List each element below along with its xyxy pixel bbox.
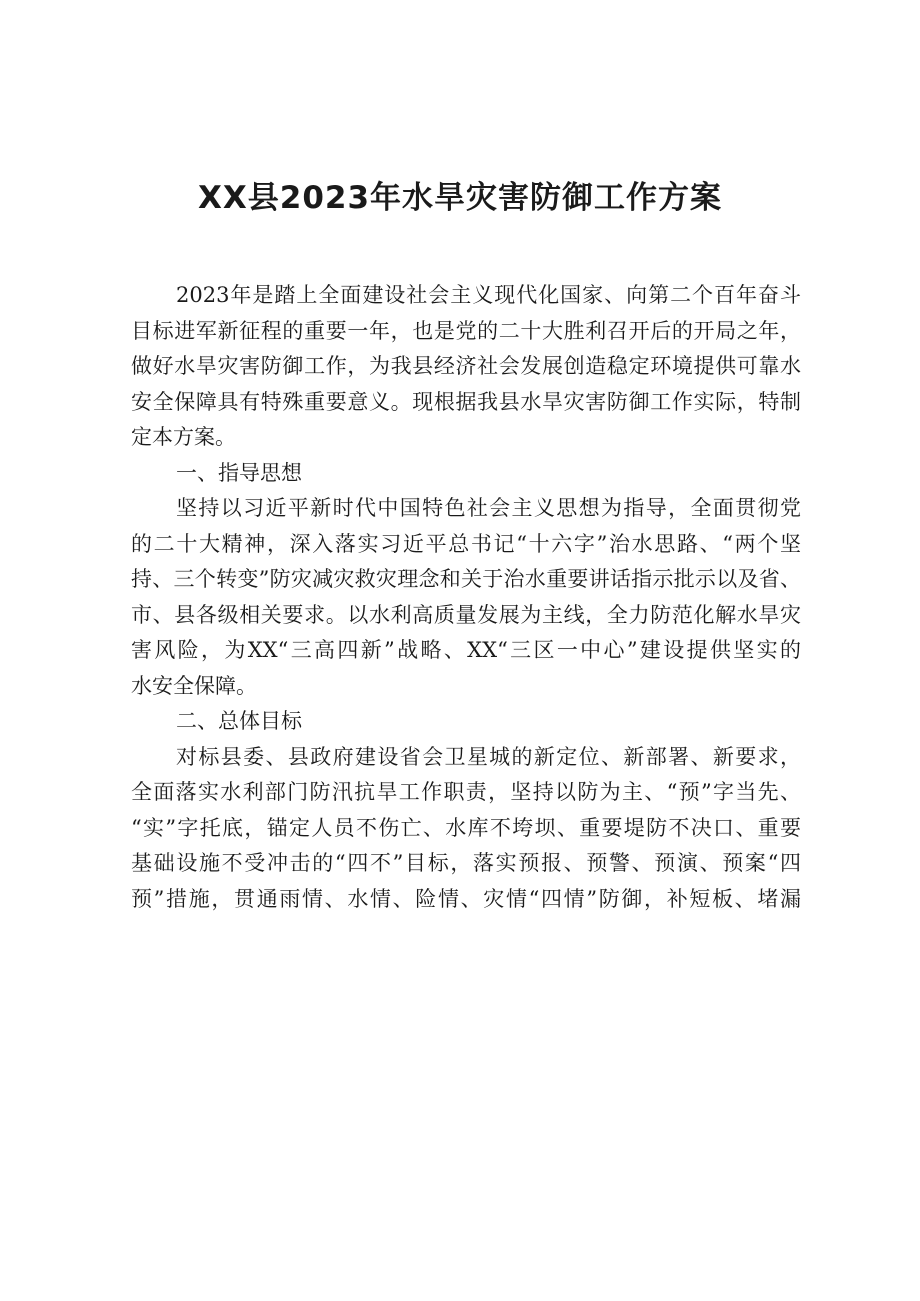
paragraph-line: 对标县委、县政府建设省会卫星城的新定位、新部署、新要求， (176, 744, 801, 769)
section-heading-guiding-ideology: 一、指导思想 (176, 460, 302, 485)
document-title: XX县2023年水旱灾害防御工作方案 (197, 180, 723, 216)
paragraph-line: 预”措施，贯通雨情、水情、险情、灾情“四情”防御，补短板、堵漏 (131, 886, 801, 911)
paragraph-line: 全面落实水利部门防汛抗旱工作职责，坚持以防为主、“预”字当先、 (131, 780, 801, 804)
paragraph-line: 定本方案。 (131, 425, 236, 449)
paragraph-line: 基础设施不受冲击的“四不”目标，落实预报、预警、预演、预案“四 (131, 851, 801, 875)
document-body (131, 278, 801, 917)
paragraph-line: 2023年是踏上全面建设社会主义现代化国家、向第二个百年奋斗 (176, 283, 801, 307)
section-heading-overall-goals: 二、总体目标 (176, 709, 302, 733)
paragraph-guiding-ideology (131, 491, 801, 704)
paragraph-intro (131, 278, 801, 456)
paragraph-line: 安全保障具有特殊重要意义。现根据我县水旱灾害防御工作实际，特制 (131, 389, 801, 414)
paragraph-line: 目标进军新征程的重要一年，也是党的二十大胜利召开后的开局之年， (131, 318, 801, 343)
paragraph-line: 害风险，为XX“三高四新”战略、XX“三区一中心”建设提供坚实的 (131, 638, 801, 662)
paragraph-line: 持、三个转变”防灾减灾救灾理念和关于治水重要讲话指示批示以及省、 (131, 567, 801, 591)
paragraph-line: 做好水旱灾害防御工作，为我县经济社会发展创造稳定环境提供可靠水 (131, 354, 801, 378)
paragraph-line: 坚持以习近平新时代中国特色社会主义思想为指导，全面贯彻党 (176, 496, 801, 520)
paragraph-line: 水安全保障。 (131, 673, 257, 698)
paragraph-overall-goals (131, 740, 801, 918)
paragraph-line: 的二十大精神，深入落实习近平总书记“十六字”治水思路、“两个坚 (131, 531, 801, 556)
paragraph-line: “实”字托底，锚定人员不伤亡、水库不垮坝、重要堤防不决口、重要 (131, 815, 801, 840)
paragraph-line: 市、县各级相关要求。以水利高质量发展为主线，全力防范化解水旱灾 (131, 602, 801, 627)
